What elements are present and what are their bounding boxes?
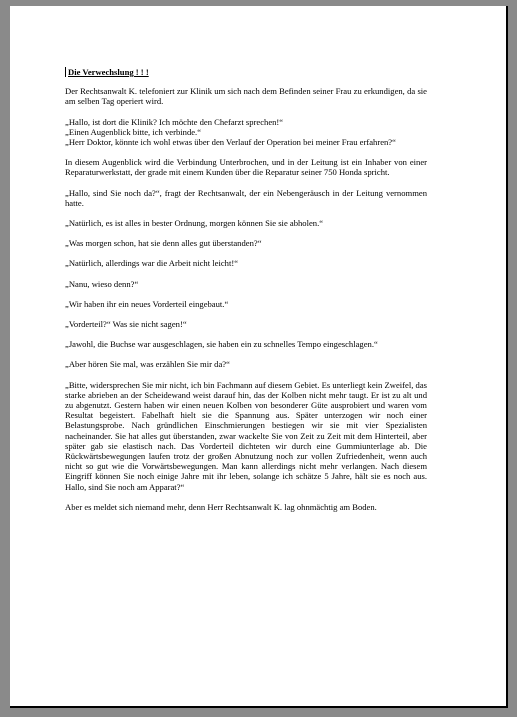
paragraph-line: „Jawohl, die Buchse war ausgeschlagen, sie haben ein zu schnelles Tempo eingeschlagen.“ xyxy=(65,339,378,350)
paragraph-line: In diesem Augenblick wird die Verbindung Unterbrochen, und in der Leitung ist ein Inhaber von einer Reparaturwerkstatt, der grade mit einem Kunden über die Reparatur seiner 750 Honda spricht. xyxy=(65,157,427,178)
paragraph-line: „Was morgen schon, hat sie denn alles gut überstanden?“ xyxy=(65,238,262,249)
paragraph-line: „Nanu, wieso denn?“ xyxy=(65,278,139,289)
document-paragraph xyxy=(65,117,427,148)
document-paragraph xyxy=(65,218,427,228)
document-body xyxy=(65,67,427,522)
paragraph-line: „Hallo, ist dort die Klinik? Ich möchte den Chefarzt sprechen!“ xyxy=(65,116,284,127)
document-paragraph xyxy=(65,157,427,177)
document-paragraph xyxy=(65,238,427,248)
document-paragraph xyxy=(65,86,427,106)
paragraph-line: „Aber hören Sie mal, was erzählen Sie mir da?“ xyxy=(65,359,230,370)
document-paragraph xyxy=(65,380,427,492)
document-paragraph xyxy=(65,339,427,349)
document-paragraph xyxy=(65,319,427,329)
document-paragraph xyxy=(65,299,427,309)
document-paragraph xyxy=(65,279,427,289)
paragraph-line: „Herr Doktor, könnte ich wohl etwas über den Verlauf der Operation bei meiner Frau erfahren?“ xyxy=(65,137,396,148)
document-paragraph xyxy=(65,359,427,369)
paragraph-line: „Einen Augenblick bitte, ich verbinde.“ xyxy=(65,126,202,137)
paragraph-line: „Vorderteil?“ Was sie nicht sagen!“ xyxy=(65,319,187,330)
paragraph-line: „Hallo, sind Sie noch da?“, fragt der Rechtsanwalt, der ein Nebengeräusch in der Leitung vernommen hatte. xyxy=(65,187,427,208)
paragraph-line: „Bitte, widersprechen Sie mir nicht, ich bin Fachmann auf diesem Gebiet. Es unterliegt kein Zweifel, das starke abrieben an der Scheidewand weist darauf hin, das der Kolben nicht mehr taugt. Er ist zu alt und zu abgenutzt. Gestern haben wir einen neuen Kolben von besonderer Güte ausprobiert und waren vom Resultat begeistert. Fabelhaft hielt sie die Spannung aus. Später unterzogen wir noch einer Belastungsprobe. Nach gründlichen Einschmierungen bestiegen wir sie mit vier Spezialisten nacheinander. Sie hat alles gut überstanden, zwar wackelte Sie von Zeit zu Zeit mit dem Hinterteil, aber später gab sie elastisch nach. Das Vorderteil dichteten wir durch eine Gummiunterlage ab. Die Rückwärtsbewegungen laufen trotz der großen Abnutzung noch zur vollen Zufriedenheit, wenn auch nicht so gut wie die Vorwärtsbewegungen. Man kann allerdings nicht mehr verlangen. Nach diesem Eingriff können Sie noch einige Jahre mit ihr leben, solange ich schätze 5 Jahre, hält sie es noch aus. Hallo, sind Sie noch am Apparat?“ xyxy=(65,379,427,492)
document-title: Die Verwechslung ! ! ! xyxy=(65,67,427,77)
document-paragraph xyxy=(65,258,427,268)
document-paragraph xyxy=(65,188,427,208)
paragraph-line: Aber es meldet sich niemand mehr, denn Herr Rechtsanwalt K. lag ohnmächtig am Boden. xyxy=(65,501,377,512)
paragraph-line: „Wir haben ihr ein neues Vorderteil eingebaut.“ xyxy=(65,298,229,309)
paragraph-line: Der Rechtsanwalt K. telefoniert zur Klinik um sich nach dem Befinden seiner Frau zu erkundigen, da sie am selben Tag operiert wird. xyxy=(65,86,427,107)
document-paragraph xyxy=(65,502,427,512)
paragraph-line: „Natürlich, es ist alles in bester Ordnung, morgen können Sie sie abholen.“ xyxy=(65,218,324,229)
document-page xyxy=(10,6,508,708)
paragraph-line: „Natürlich, allerdings war die Arbeit nicht leicht!“ xyxy=(65,258,239,269)
